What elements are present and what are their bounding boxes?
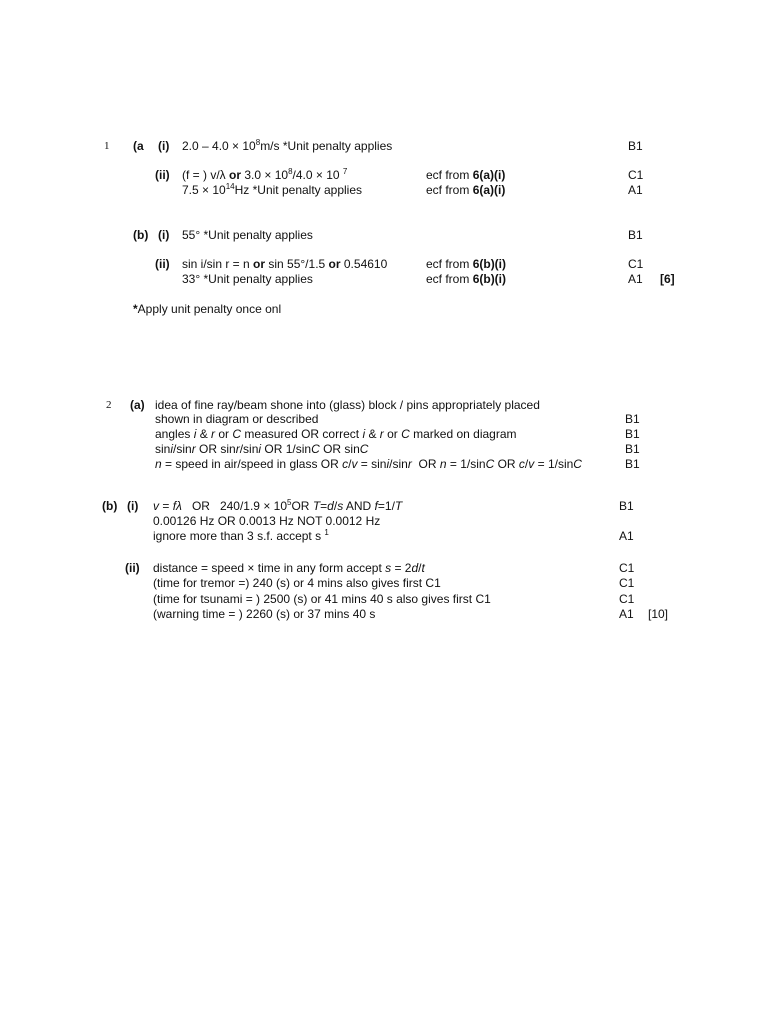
q1-b-ii-line2: 33° *Unit penalty applies — [182, 272, 313, 286]
ecf-reference: ecf from 6(b)(i) — [426, 272, 507, 286]
mark-code: A1 — [628, 272, 643, 286]
q2-a-line2: shown in diagram or described — [155, 412, 319, 426]
mark-code: C1 — [619, 561, 635, 575]
mark-code: B1 — [619, 499, 634, 513]
part-b-label: (b) — [133, 228, 149, 242]
total-marks: [6] — [660, 272, 675, 286]
q2-b-ii-line3: (time for tsunami = ) 2500 (s) or 41 mins 40 s also gives first C1 — [153, 592, 491, 606]
mark-code: B1 — [625, 442, 640, 456]
q2-b-ii-line2: (time for tremor =) 240 (s) or 4 mins also gives first C1 — [153, 576, 441, 590]
subpart-i-label: (i) — [158, 139, 170, 153]
mark-code: A1 — [619, 607, 634, 621]
q1-b-ii-line1: sin i/sin r = n or sin 55°/1.5 or 0.54610 — [182, 257, 388, 271]
ecf-reference: ecf from 6(a)(i) — [426, 168, 506, 182]
part-a-label: (a — [133, 139, 144, 153]
q2-a-line3: angles i & r or C measured OR correct i & r or C marked on diagram — [155, 427, 517, 441]
unit-penalty-note: *Apply unit penalty once onl — [133, 302, 282, 316]
part-b-label: (b) — [102, 499, 118, 513]
q1-a-ii-line2: $7.5 \times 10^{14}Hz$ *Unit penalty applies — [182, 182, 363, 197]
q1-a-ii-line1: (f = ) v/λ or $3.0 \times 10^8/4.0 \times 10$ $^7$ — [182, 167, 348, 182]
mark-code: C1 — [628, 257, 644, 271]
total-marks: [10] — [648, 607, 669, 621]
mark-code: B1 — [625, 457, 640, 471]
q2-b-ii-line1: distance = speed × time in any form accept s = 2d/t — [153, 561, 425, 575]
q2-a-line5: n = speed in air/speed in glass OR c/v = sini/sinr OR n = 1/sinC OR c/v = 1/sinC — [155, 457, 582, 471]
q2-b-i-line3: ignore more than 3 s.f. accept s $^1$ — [153, 528, 329, 543]
mark-code: C1 — [628, 168, 644, 182]
mark-code: B1 — [625, 412, 640, 426]
mark-code: C1 — [619, 592, 635, 606]
question-number: 2 — [106, 399, 112, 411]
q2-a-line1: idea of fine ray/beam shone into (glass) block / pins appropriately placed — [155, 398, 540, 412]
q1-b-i-answer: 55° *Unit penalty applies — [182, 228, 313, 242]
subpart-ii-label: (ii) — [125, 561, 140, 575]
subpart-ii-label: (ii) — [155, 257, 170, 271]
subpart-i-label: (i) — [127, 499, 139, 513]
mark-code: C1 — [619, 576, 635, 590]
q2-b-i-line1: v = fλ OR $240/1.9 \times 10^5OR$ T=d/s AND f=1/T — [153, 498, 403, 513]
mark-code: A1 — [628, 183, 643, 197]
ecf-reference: ecf from 6(a)(i) — [426, 183, 506, 197]
part-a-label: (a) — [130, 398, 145, 412]
mark-code: A1 — [619, 529, 634, 543]
q1-a-i-answer: $2.0 - 4.0 \times 10^8m/s$ *Unit penalty applies — [182, 138, 393, 153]
q2-a-line4: sini/sinr OR sinr/sini OR 1/sinC OR sinC — [155, 442, 369, 456]
mark-code: B1 — [628, 139, 643, 153]
question-number: 1 — [104, 140, 110, 152]
subpart-i-label: (i) — [158, 228, 170, 242]
q2-b-ii-line4: (warning time = ) 2260 (s) or 37 mins 40 s — [153, 607, 376, 621]
q2-b-i-line2: 0.00126 Hz OR 0.0013 Hz NOT 0.0012 Hz — [153, 514, 381, 528]
mark-code: B1 — [628, 228, 643, 242]
subpart-ii-label: (ii) — [155, 168, 170, 182]
ecf-reference: ecf from 6(b)(i) — [426, 257, 507, 271]
mark-code: B1 — [625, 427, 640, 441]
